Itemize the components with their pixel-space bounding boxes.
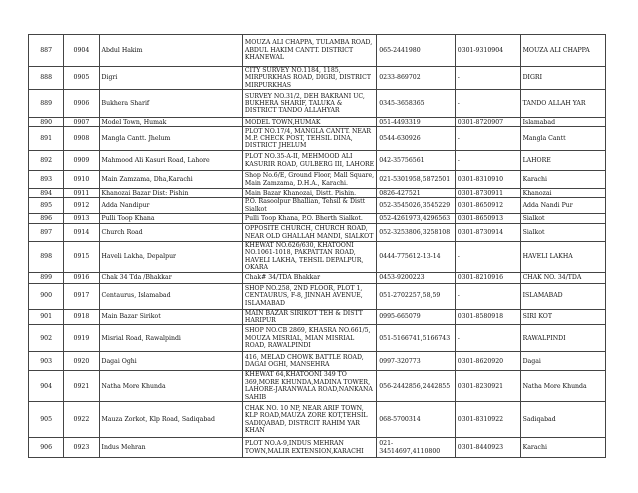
table-row bbox=[29, 272, 606, 283]
row-mobile-cell: - bbox=[455, 283, 520, 309]
row-phone-cell: 051-4493319 bbox=[377, 118, 456, 127]
row-name-cell: Mauza Zorkot, Klp Road, Sadiqabad bbox=[99, 402, 242, 438]
row-address-cell: OPPOSITE CHURCH, CHURCH ROAD, NEAR OLD GHALLAH MANDI, SIALKOT bbox=[242, 224, 376, 242]
row-code-cell: 0908 bbox=[64, 127, 99, 151]
table-row bbox=[29, 35, 606, 67]
row-city-cell: LAHORE bbox=[520, 151, 605, 171]
row-phone-cell: 0544-630926 bbox=[377, 127, 456, 151]
row-city-cell: RAWALPINDI bbox=[520, 325, 605, 352]
row-city-cell: MOUZA ALI CHAPPA bbox=[520, 35, 605, 67]
table-row bbox=[29, 438, 606, 458]
table-row bbox=[29, 242, 606, 273]
table-row bbox=[29, 127, 606, 151]
row-code-cell: 0909 bbox=[64, 151, 99, 171]
row-sr-cell: 893 bbox=[29, 171, 64, 189]
row-sr-cell: 894 bbox=[29, 189, 64, 198]
row-code-cell: 0912 bbox=[64, 198, 99, 214]
row-code-cell: 0922 bbox=[64, 402, 99, 438]
row-mobile-cell: 0301-8720907 bbox=[455, 118, 520, 127]
row-address-cell: SURVEY NO.31/2, DEH BAKRANI UC, BUKHERA SHARIF, TALUKA & DISTRICT TANDO ALLAHYAR bbox=[242, 90, 376, 118]
row-code-cell: 0919 bbox=[64, 325, 99, 352]
row-sr-cell: 896 bbox=[29, 214, 64, 224]
row-sr-cell: 905 bbox=[29, 402, 64, 438]
row-address-cell: Pulli Toop Khana, P.O. Bherth Sialkot. bbox=[242, 214, 376, 224]
row-sr-cell: 890 bbox=[29, 118, 64, 127]
row-mobile-cell: - bbox=[455, 325, 520, 352]
row-sr-cell: 901 bbox=[29, 309, 64, 325]
branch-table-sheet bbox=[28, 34, 606, 458]
row-phone-cell: 051-5166741,5166743 bbox=[377, 325, 456, 352]
row-address-cell: CHAK NO. 10 NP, NEAR ARIF TOWN, KLP ROAD,MAUZA ZORE KOT,TEHSIL SADIQABAD, DISTRCIT RAHIM YAR KHAN bbox=[242, 402, 376, 438]
table-row bbox=[29, 171, 606, 189]
row-city-cell: Natha More Khunda bbox=[520, 371, 605, 402]
table-row bbox=[29, 352, 606, 371]
row-phone-cell: 0233-869702 bbox=[377, 67, 456, 90]
row-name-cell: Model Town, Humak bbox=[99, 118, 242, 127]
row-mobile-cell: 0301-8310922 bbox=[455, 402, 520, 438]
row-name-cell: Main Bazar Sirikot bbox=[99, 309, 242, 325]
row-address-cell: CITY SURVEY NO.1184, 1185, MIRPURKHAS ROAD, DIGRI, DISTRICT MIRPURKHAS bbox=[242, 67, 376, 90]
row-address-cell: PLOT NO.35-A-II, MEHMOOD ALI KASURIR ROAD, GULBERG III, LAHORE bbox=[242, 151, 376, 171]
row-mobile-cell: - bbox=[455, 67, 520, 90]
row-city-cell: Sadiqabad bbox=[520, 402, 605, 438]
row-address-cell: SHOP NO.CB 2869, KHASRA NO.661/5, MOUZA MISRIAL, MIAN MISRIAL ROAD, RAWALPINDI bbox=[242, 325, 376, 352]
row-name-cell: Misrial Road, Rawalpindi bbox=[99, 325, 242, 352]
row-address-cell: P.O. Rasoolpur Bhallian, Tehsil & Distt Sialkot bbox=[242, 198, 376, 214]
row-code-cell: 0914 bbox=[64, 224, 99, 242]
row-phone-cell: 052-4261973,4296563 bbox=[377, 214, 456, 224]
row-code-cell: 0915 bbox=[64, 242, 99, 273]
row-city-cell: DIGRI bbox=[520, 67, 605, 90]
row-address-cell: Shop No.6/E, Ground Floor, Mall Square, Main Zamzama, D.H.A., Karachi. bbox=[242, 171, 376, 189]
row-sr-cell: 904 bbox=[29, 371, 64, 402]
row-mobile-cell: 0301-8440923 bbox=[455, 438, 520, 458]
row-mobile-cell: - bbox=[455, 90, 520, 118]
row-address-cell: MAIN BAZAR SIRIKOT TEH & DISTT HARIPUR bbox=[242, 309, 376, 325]
row-code-cell: 0913 bbox=[64, 214, 99, 224]
row-phone-cell: 056-2442856,2442855 bbox=[377, 371, 456, 402]
row-name-cell: Bukhera Sharif bbox=[99, 90, 242, 118]
row-name-cell: Mahmood Ali Kasuri Road, Lahore bbox=[99, 151, 242, 171]
row-code-cell: 0918 bbox=[64, 309, 99, 325]
row-sr-cell: 902 bbox=[29, 325, 64, 352]
table-row bbox=[29, 371, 606, 402]
row-mobile-cell: 0301-8650912 bbox=[455, 198, 520, 214]
row-name-cell: Chak 34 Tda /Bhakkar bbox=[99, 272, 242, 283]
row-name-cell: Indus Mehran bbox=[99, 438, 242, 458]
row-mobile-cell: 0301-8310910 bbox=[455, 171, 520, 189]
row-city-cell: Khanozai bbox=[520, 189, 605, 198]
table-row bbox=[29, 214, 606, 224]
row-name-cell: Church Road bbox=[99, 224, 242, 242]
row-city-cell: Karachi bbox=[520, 438, 605, 458]
row-phone-cell: 051-2702257,58,59 bbox=[377, 283, 456, 309]
row-phone-cell: 0345-3658365 bbox=[377, 90, 456, 118]
row-mobile-cell: - bbox=[455, 127, 520, 151]
row-name-cell: Khanozai Bazar Dist: Pishin bbox=[99, 189, 242, 198]
row-address-cell: SHOP NO.258, 2ND FLOOR, PLOT 1, CENTAURUS, F-8, JINNAH AVENUE, ISLAMABAD bbox=[242, 283, 376, 309]
row-phone-cell: 021-5301958,5872501 bbox=[377, 171, 456, 189]
row-code-cell: 0910 bbox=[64, 171, 99, 189]
branch-table-body bbox=[29, 35, 606, 458]
row-address-cell: 416, MELAD CHOWK BATTLE ROAD, DAGAI OGHI, MANSEHRA bbox=[242, 352, 376, 371]
row-address-cell: MODEL TOWN,HUMAK bbox=[242, 118, 376, 127]
row-phone-cell: 052-3545026,3545229 bbox=[377, 198, 456, 214]
row-phone-cell: 042-35756561 bbox=[377, 151, 456, 171]
table-row bbox=[29, 224, 606, 242]
table-row bbox=[29, 151, 606, 171]
row-address-cell: MOUZA ALI CHAPPA, TULAMBA ROAD, ABDUL HAKIM CANTT. DISTRICT KHANEWAL bbox=[242, 35, 376, 67]
row-address-cell: PLOT NO.A-9,INDUS MEHRAN TOWN,MALIR EXTENSION,KARACHI bbox=[242, 438, 376, 458]
table-row bbox=[29, 67, 606, 90]
table-row bbox=[29, 402, 606, 438]
row-sr-cell: 892 bbox=[29, 151, 64, 171]
row-city-cell: Mangla Cantt bbox=[520, 127, 605, 151]
table-row bbox=[29, 189, 606, 198]
row-name-cell: Digri bbox=[99, 67, 242, 90]
row-sr-cell: 895 bbox=[29, 198, 64, 214]
row-city-cell: HAVELI LAKHA bbox=[520, 242, 605, 273]
row-address-cell: PLOT NO.17/4, MANGLA CANTT. NEAR M.P. CHECK POST, TEHSIL DINA, DISTRICT JHELUM bbox=[242, 127, 376, 151]
row-address-cell: KHEWAT NO.626/630, KHATOONI NO.1061-1018, PAKPATTAN ROAD, HAVELI LAKHA, TEHSIL DEPALPUR, OKARA bbox=[242, 242, 376, 273]
row-code-cell: 0906 bbox=[64, 90, 99, 118]
row-sr-cell: 897 bbox=[29, 224, 64, 242]
row-phone-cell: 068-5700314 bbox=[377, 402, 456, 438]
row-name-cell: Main Zamzama, Dha,Karachi bbox=[99, 171, 242, 189]
row-address-cell: KHEWAT 64,KHATOONI 349 TO 369,MORE KHUNDA,MADINA TOWER, LAHORE-JARANWALA ROAD,NANKANA SAHIB bbox=[242, 371, 376, 402]
table-row bbox=[29, 90, 606, 118]
row-name-cell: Mangla Cantt. Jhelum bbox=[99, 127, 242, 151]
row-name-cell: Pulli Toop Khana bbox=[99, 214, 242, 224]
row-sr-cell: 900 bbox=[29, 283, 64, 309]
row-mobile-cell: 0301-8620920 bbox=[455, 352, 520, 371]
row-mobile-cell: 0301-8210916 bbox=[455, 272, 520, 283]
row-mobile-cell: 0301-9310904 bbox=[455, 35, 520, 67]
row-city-cell: CHAK NO. 34/TDA bbox=[520, 272, 605, 283]
row-phone-cell: 0826-427521 bbox=[377, 189, 456, 198]
row-mobile-cell: 0301-8650913 bbox=[455, 214, 520, 224]
row-city-cell: Karachi bbox=[520, 171, 605, 189]
row-city-cell: Islamabad bbox=[520, 118, 605, 127]
row-sr-cell: 906 bbox=[29, 438, 64, 458]
row-city-cell: Dagai bbox=[520, 352, 605, 371]
row-mobile-cell: 0301-8580918 bbox=[455, 309, 520, 325]
row-city-cell: SIRI KOT bbox=[520, 309, 605, 325]
table-row bbox=[29, 325, 606, 352]
row-phone-cell: 065-2441980 bbox=[377, 35, 456, 67]
row-phone-cell: 021-34514697,4110800 bbox=[377, 438, 456, 458]
row-code-cell: 0923 bbox=[64, 438, 99, 458]
row-mobile-cell: 0301-8230921 bbox=[455, 371, 520, 402]
row-phone-cell: 052-3253806,3258108 bbox=[377, 224, 456, 242]
row-city-cell: Sialkot bbox=[520, 214, 605, 224]
table-row bbox=[29, 283, 606, 309]
table-row bbox=[29, 118, 606, 127]
row-sr-cell: 887 bbox=[29, 35, 64, 67]
row-sr-cell: 888 bbox=[29, 67, 64, 90]
row-name-cell: Abdul Hakim bbox=[99, 35, 242, 67]
row-city-cell: Sialkot bbox=[520, 224, 605, 242]
table-row bbox=[29, 309, 606, 325]
row-name-cell: Adda Nandipur bbox=[99, 198, 242, 214]
row-address-cell: Main Bazar Khanozai, Distt. Pishin. bbox=[242, 189, 376, 198]
row-phone-cell: 0444-775612-13-14 bbox=[377, 242, 456, 273]
row-code-cell: 0916 bbox=[64, 272, 99, 283]
branch-table bbox=[28, 34, 606, 458]
row-city-cell: Adda Nandi Pur bbox=[520, 198, 605, 214]
row-code-cell: 0904 bbox=[64, 35, 99, 67]
row-address-cell: Chak# 34/TDA Bhakkar bbox=[242, 272, 376, 283]
row-phone-cell: 0997-320773 bbox=[377, 352, 456, 371]
row-sr-cell: 898 bbox=[29, 242, 64, 273]
row-code-cell: 0911 bbox=[64, 189, 99, 198]
row-code-cell: 0917 bbox=[64, 283, 99, 309]
row-mobile-cell: - bbox=[455, 242, 520, 273]
row-name-cell: Dagai Oghi bbox=[99, 352, 242, 371]
row-sr-cell: 903 bbox=[29, 352, 64, 371]
table-row bbox=[29, 198, 606, 214]
row-code-cell: 0921 bbox=[64, 371, 99, 402]
row-name-cell: Natha More Khunda bbox=[99, 371, 242, 402]
row-mobile-cell: 0301-8730914 bbox=[455, 224, 520, 242]
row-code-cell: 0907 bbox=[64, 118, 99, 127]
row-name-cell: Haveli Lakha, Depalpur bbox=[99, 242, 242, 273]
row-name-cell: Centaurus, Islamabad bbox=[99, 283, 242, 309]
row-code-cell: 0920 bbox=[64, 352, 99, 371]
row-sr-cell: 891 bbox=[29, 127, 64, 151]
row-phone-cell: 0453-9200223 bbox=[377, 272, 456, 283]
row-sr-cell: 899 bbox=[29, 272, 64, 283]
row-mobile-cell: - bbox=[455, 151, 520, 171]
row-city-cell: ISLAMABAD bbox=[520, 283, 605, 309]
row-mobile-cell: 0301-8730911 bbox=[455, 189, 520, 198]
row-sr-cell: 889 bbox=[29, 90, 64, 118]
row-city-cell: TANDO ALLAH YAR bbox=[520, 90, 605, 118]
row-phone-cell: 0995-665079 bbox=[377, 309, 456, 325]
row-code-cell: 0905 bbox=[64, 67, 99, 90]
